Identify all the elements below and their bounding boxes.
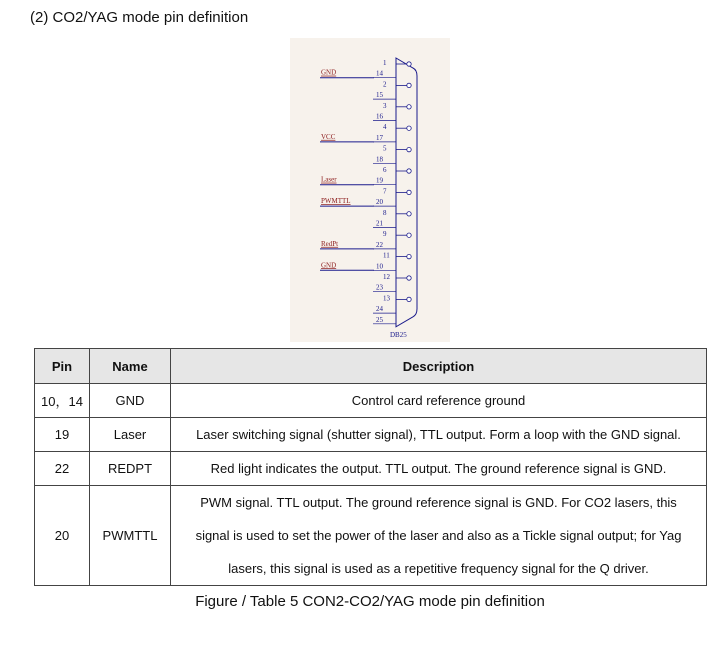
cell-pin: 10，14 xyxy=(35,384,90,418)
db25-connector-drawing xyxy=(290,38,450,342)
cell-description: Control card reference ground xyxy=(171,384,707,418)
header-pin: Pin xyxy=(35,349,90,384)
pin-number: 3 xyxy=(383,101,387,110)
pin-contact xyxy=(407,126,411,130)
pin-number: 13 xyxy=(383,294,390,303)
pin-number: 15 xyxy=(376,91,383,100)
cell-pin: 22 xyxy=(35,452,90,486)
description-line: PWM signal. TTL output. The ground reference signal is GND. For CO2 lasers, this xyxy=(200,495,677,510)
connector-label: DB25 xyxy=(390,330,407,339)
cell-pin: 19 xyxy=(35,418,90,452)
pin-contact xyxy=(407,105,411,109)
table-header-row xyxy=(35,349,707,384)
cell-description: Laser switching signal (shutter signal), TTL output. Form a loop with the GND signal. xyxy=(171,418,707,452)
pin-number: 19 xyxy=(376,176,383,185)
pin-contact xyxy=(407,62,411,66)
pin-number: 4 xyxy=(383,123,387,132)
signal-label: RedPt xyxy=(321,239,339,248)
cell-name: REDPT xyxy=(90,452,171,486)
signal-label: PWMTTL xyxy=(321,197,351,206)
pin-number: 21 xyxy=(376,219,383,228)
pin-contact xyxy=(407,297,411,301)
table-row xyxy=(35,486,707,586)
cell-name: Laser xyxy=(90,418,171,452)
description-line: lasers, this signal is used as a repetitive frequency signal for the Q driver. xyxy=(228,561,649,576)
pin-number: 18 xyxy=(376,155,383,164)
pin-contact xyxy=(407,212,411,216)
table-row xyxy=(35,418,707,452)
header-description: Description xyxy=(171,349,707,384)
figure-caption: Figure / Table 5 CON2-CO2/YAG mode pin definition xyxy=(195,593,545,610)
pin-number: 22 xyxy=(376,240,383,249)
pin-number: 25 xyxy=(376,315,383,324)
signal-label: GND xyxy=(321,261,337,270)
pin-contact xyxy=(407,147,411,151)
pin-number: 17 xyxy=(376,133,383,142)
cell-description xyxy=(171,486,707,586)
cell-pin: 20 xyxy=(35,486,90,586)
pin-definition-table xyxy=(34,348,707,586)
pin-contact xyxy=(407,169,411,173)
pin-number: 6 xyxy=(383,166,387,174)
pin-number: 9 xyxy=(383,230,387,239)
signal-label: Laser xyxy=(321,175,337,184)
pin-contact xyxy=(407,254,411,258)
pin-number: 12 xyxy=(383,273,390,281)
pin-number: 24 xyxy=(376,305,383,314)
pin-contact xyxy=(407,276,411,280)
pin-number: 23 xyxy=(376,283,383,292)
table-row xyxy=(35,384,707,418)
description-line: signal is used to set the power of the laser and also as a Tickle signal output; for Yag xyxy=(195,528,682,543)
pin-number: 2 xyxy=(383,80,387,89)
signal-label: GND xyxy=(321,68,337,77)
pin-number: 11 xyxy=(383,251,390,260)
signal-label: VCC xyxy=(321,132,336,141)
cell-name: PWMTTL xyxy=(90,486,171,586)
pin-number: 20 xyxy=(376,198,383,207)
pin-number: 14 xyxy=(376,69,383,78)
pin-number: 1 xyxy=(383,59,387,67)
db25-pinout-diagram xyxy=(290,38,450,342)
pin-contact xyxy=(407,190,411,194)
table-row xyxy=(35,452,707,486)
cell-description: Red light indicates the output. TTL output. The ground reference signal is GND. xyxy=(171,452,707,486)
section-heading: (2) CO2/YAG mode pin definition xyxy=(30,9,249,26)
pin-number: 16 xyxy=(376,112,383,121)
pin-number: 10 xyxy=(376,262,383,271)
pin-number: 8 xyxy=(383,208,387,217)
pin-contact xyxy=(407,233,411,237)
cell-name: GND xyxy=(90,384,171,418)
header-name: Name xyxy=(90,349,171,384)
pin-contact xyxy=(407,83,411,87)
pin-number: 7 xyxy=(383,187,387,196)
pin-number: 5 xyxy=(383,144,387,153)
